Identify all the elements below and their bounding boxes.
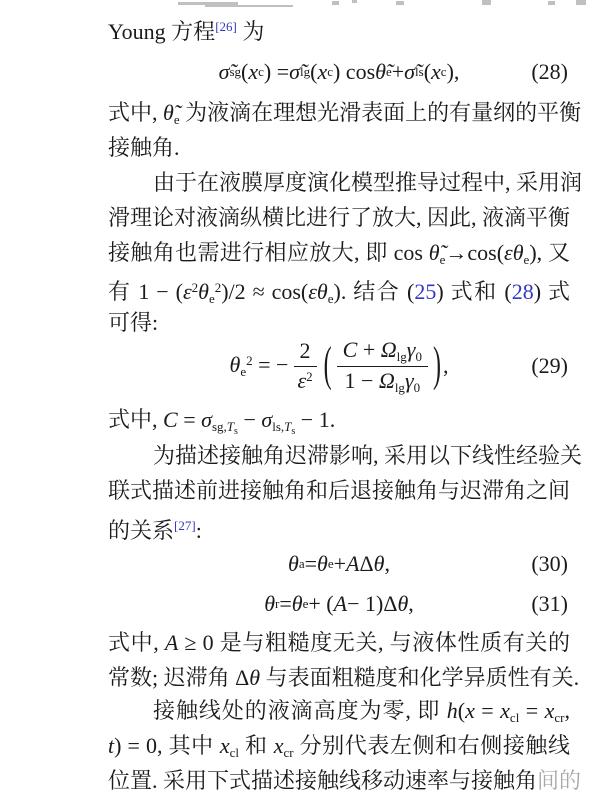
- text-run: − 1.: [295, 407, 336, 432]
- text-run: =: [304, 551, 318, 576]
- text-run: ,: [442, 353, 449, 378]
- text-run: ε: [297, 367, 307, 393]
- text-run: x: [248, 59, 259, 84]
- text-run: + (: [308, 591, 334, 616]
- text-run: (: [310, 59, 318, 84]
- text-run: 2: [191, 280, 199, 295]
- equation-ref-link[interactable]: 25: [414, 279, 437, 304]
- text-run: cl: [509, 710, 520, 725]
- cut-off-text-top: [0, 0, 605, 8]
- text-run: σ̃: [289, 59, 300, 84]
- text-run: Ω: [380, 336, 397, 362]
- text-run: c: [258, 64, 264, 79]
- text-run: 接触线处的液滴高度为零, 即: [153, 698, 447, 723]
- text-run: C: [342, 336, 358, 362]
- text-run: 2: [299, 338, 311, 364]
- text-run: lg: [394, 379, 405, 395]
- text-run: 接触角.: [108, 135, 180, 160]
- text-run: +: [333, 551, 347, 576]
- text-run: 为液滴在理想光滑表面上的有量纲的平衡: [179, 100, 582, 125]
- text-line-jiechu-2: [108, 236, 570, 270]
- text-run: =: [474, 698, 501, 723]
- text-run: →cos(: [445, 240, 505, 265]
- text-run: ε: [504, 240, 513, 265]
- fraction-numerator: [337, 336, 428, 367]
- equation-29-lhs: [230, 352, 289, 380]
- text-run: sg: [229, 64, 242, 79]
- text-run: c: [440, 64, 447, 79]
- text-run: 2: [306, 368, 313, 384]
- text-run: Δ: [359, 551, 374, 576]
- text-run: T: [284, 419, 292, 434]
- text-run: σ̃: [404, 59, 416, 84]
- text-run: e: [208, 291, 215, 306]
- text-run: θ: [316, 279, 328, 304]
- text-run: e: [173, 112, 180, 127]
- text-run: θ: [512, 240, 524, 265]
- text-run: ) = 0, 其中: [114, 733, 220, 758]
- text-run: lg: [396, 348, 407, 364]
- text-line-deguanxi: [108, 509, 570, 543]
- text-run: h: [446, 698, 458, 723]
- text-run: e: [240, 364, 247, 379]
- text-run: Young 方程: [108, 19, 216, 44]
- text-run: sg,: [211, 419, 227, 434]
- cut-off-text-fragment: [205, 5, 293, 7]
- text-run: 2: [214, 280, 222, 295]
- text-line-changshu: [108, 661, 580, 695]
- text-run: γ: [406, 336, 416, 362]
- text-run: Ω: [378, 367, 395, 393]
- fraction-denominator: [338, 367, 426, 397]
- text-run: ,: [408, 591, 414, 616]
- text-run: θ: [229, 352, 241, 377]
- text-run: +: [357, 336, 381, 362]
- text-run: :: [195, 518, 202, 543]
- text-run: 有 1 − (: [108, 279, 183, 304]
- text-run: +: [391, 59, 405, 84]
- text-run: A: [164, 630, 179, 655]
- text-run: e: [302, 596, 309, 611]
- text-run: θ: [264, 591, 276, 616]
- text-run: 滑理论对液滴纵横比进行了放大, 因此, 液滴平衡: [108, 205, 571, 230]
- text-run: 式中,: [108, 407, 164, 432]
- text-run: e: [523, 252, 530, 267]
- text-run: r: [275, 596, 280, 611]
- text-run: 0: [413, 379, 421, 395]
- fraction-numerator: [294, 337, 317, 366]
- fraction-denominator: [291, 367, 318, 395]
- cut-off-text-fragment: [332, 1, 339, 5]
- text-run: ) 式: [533, 279, 571, 304]
- text-run: (: [457, 698, 466, 723]
- text-line-hua: [108, 201, 570, 235]
- left-paren: (: [323, 338, 332, 392]
- text-run: 位置. 采用下式描述接触线移动速率与接触角: [108, 768, 538, 793]
- text-run: ≥ 0 是与粗糙度无关, 与液体性质有关的: [178, 630, 570, 655]
- text-run: x: [431, 59, 441, 84]
- text-run: ) cos: [332, 59, 376, 84]
- text-run: e: [327, 291, 334, 306]
- text-run: s: [234, 426, 238, 437]
- text-run: = −: [252, 352, 289, 377]
- text-run: − 1): [347, 591, 384, 616]
- equation-number-31: (31): [531, 591, 568, 616]
- text-run: x: [219, 733, 230, 758]
- text-run: cr: [283, 745, 294, 760]
- text-run: ls,: [272, 419, 285, 434]
- text-run: c: [327, 64, 333, 79]
- text-run: ) =: [263, 59, 290, 84]
- text-run: cl: [229, 745, 239, 760]
- text-run: ),: [446, 59, 460, 84]
- text-run: x: [500, 698, 510, 723]
- text-run: σ: [201, 407, 212, 432]
- text-run: θ: [198, 279, 209, 304]
- text-run: 常数; 迟滞角 Δ: [108, 665, 250, 690]
- text-run: 2: [246, 353, 253, 368]
- text-line-jiechujiao: [108, 131, 570, 165]
- text-run: 联式描述前进接触角和后退接触角与迟滞角之间: [108, 478, 571, 503]
- text-run: (: [423, 59, 432, 84]
- text-run: T: [226, 419, 235, 434]
- text-run: 间的: [537, 768, 582, 793]
- text-run: 分别代表左侧和右侧接触线: [293, 733, 570, 758]
- text-run: C: [163, 407, 178, 432]
- text-run: 可得:: [108, 310, 159, 335]
- citation-ref-link[interactable]: [26]: [215, 19, 237, 34]
- text-run: x: [544, 698, 555, 723]
- text-line-weizhi: [108, 764, 582, 793]
- text-run: Δ: [383, 591, 398, 616]
- text-run: )/2 ≈ cos(: [221, 279, 309, 304]
- text-run: 1 −: [344, 367, 379, 393]
- text-run: γ: [404, 367, 414, 393]
- text-run: t: [108, 733, 115, 758]
- text-run: θ̃: [163, 100, 174, 125]
- equation-29: [108, 334, 570, 398]
- text-run: s: [291, 426, 296, 437]
- text-run: ε: [308, 279, 317, 304]
- text-run: lg: [299, 64, 311, 79]
- text-run: =: [519, 698, 545, 723]
- equation-number-30: (30): [531, 551, 568, 576]
- text-run: =: [279, 591, 292, 616]
- text-run: 的关系: [108, 518, 175, 543]
- text-run: ) 式和 (: [436, 279, 512, 304]
- equation-31-body: [264, 591, 414, 617]
- text-run: ,: [384, 551, 390, 576]
- text-line-shizhong-1: [108, 96, 582, 130]
- text-line-wei: [108, 439, 583, 473]
- text-run: ,: [564, 698, 570, 723]
- equation-29-comma: [443, 353, 449, 379]
- fraction: [291, 337, 318, 395]
- text-run: 由于在液膜厚度演化模型推导过程中, 采用润: [153, 170, 583, 195]
- text-run: ), 又: [529, 240, 571, 265]
- text-run: a: [298, 556, 305, 571]
- text-line-jiexian: [108, 694, 570, 728]
- equation-ref-link[interactable]: 28: [511, 279, 534, 304]
- fraction: [337, 336, 428, 396]
- text-line-youyu: [108, 166, 583, 200]
- cut-off-text-fragment: [352, 0, 357, 3]
- text-line-shizhong-2: [108, 403, 570, 437]
- text-run: ls: [415, 64, 424, 79]
- text-run: σ̃: [218, 59, 230, 84]
- text-run: 接触角也需进行相应放大, 即 cos: [108, 240, 429, 265]
- text-line-young: [108, 10, 570, 44]
- text-line-lian: [108, 474, 570, 508]
- equation-number-28: (28): [531, 59, 568, 84]
- text-run: θ: [288, 551, 299, 576]
- text-run: e: [439, 252, 446, 267]
- cut-off-text-fragment: [576, 0, 586, 5]
- text-run: e: [327, 556, 334, 571]
- text-run: (: [241, 59, 249, 84]
- text-run: e: [385, 64, 392, 79]
- cut-off-text-fragment: [396, 1, 404, 5]
- text-run: x: [317, 59, 328, 84]
- text-run: =: [177, 407, 202, 432]
- citation-ref-link[interactable]: [27]: [174, 518, 196, 533]
- text-run: θ: [397, 591, 409, 616]
- equation-31: [108, 586, 570, 622]
- text-run: θ̃: [375, 59, 386, 84]
- equation-30-body: [288, 551, 390, 577]
- text-run: θ: [373, 551, 385, 576]
- right-paren: ): [432, 338, 441, 392]
- text-run: 和: [238, 733, 274, 758]
- text-run: ). 结合 (: [333, 279, 415, 304]
- equation-29-body: [230, 336, 449, 396]
- text-run: 与表面粗糙度和化学异质性有关.: [260, 665, 580, 690]
- cut-off-text-fragment: [548, 1, 555, 5]
- text-run: 为: [236, 19, 265, 44]
- text-run: x: [273, 733, 284, 758]
- text-run: θ̃: [428, 240, 440, 265]
- cut-off-text-fragment: [482, 0, 491, 5]
- text-run: A: [346, 551, 360, 576]
- text-line-you-approx: [108, 271, 570, 305]
- text-run: 为描述接触角迟滞影响, 采用以下线性经验关: [153, 443, 583, 468]
- text-run: 式中,: [108, 630, 165, 655]
- equation-number-29: (29): [531, 353, 568, 378]
- text-run: σ: [261, 407, 273, 432]
- text-run: A: [333, 591, 348, 616]
- text-run: ε: [182, 279, 192, 304]
- text-line-shizhong-3: [108, 626, 570, 660]
- equation-28-body: [219, 59, 460, 85]
- text-run: 式中,: [108, 100, 164, 125]
- equation-28: [108, 52, 570, 92]
- equation-30: [108, 546, 570, 582]
- text-run: −: [237, 407, 262, 432]
- text-line-t0: [108, 729, 570, 763]
- text-run: θ: [317, 551, 328, 576]
- text-run: x: [465, 698, 475, 723]
- text-run: cr: [554, 710, 565, 725]
- text-run: θ: [291, 591, 303, 616]
- text-run: 0: [415, 348, 422, 364]
- text-run: θ: [249, 665, 261, 690]
